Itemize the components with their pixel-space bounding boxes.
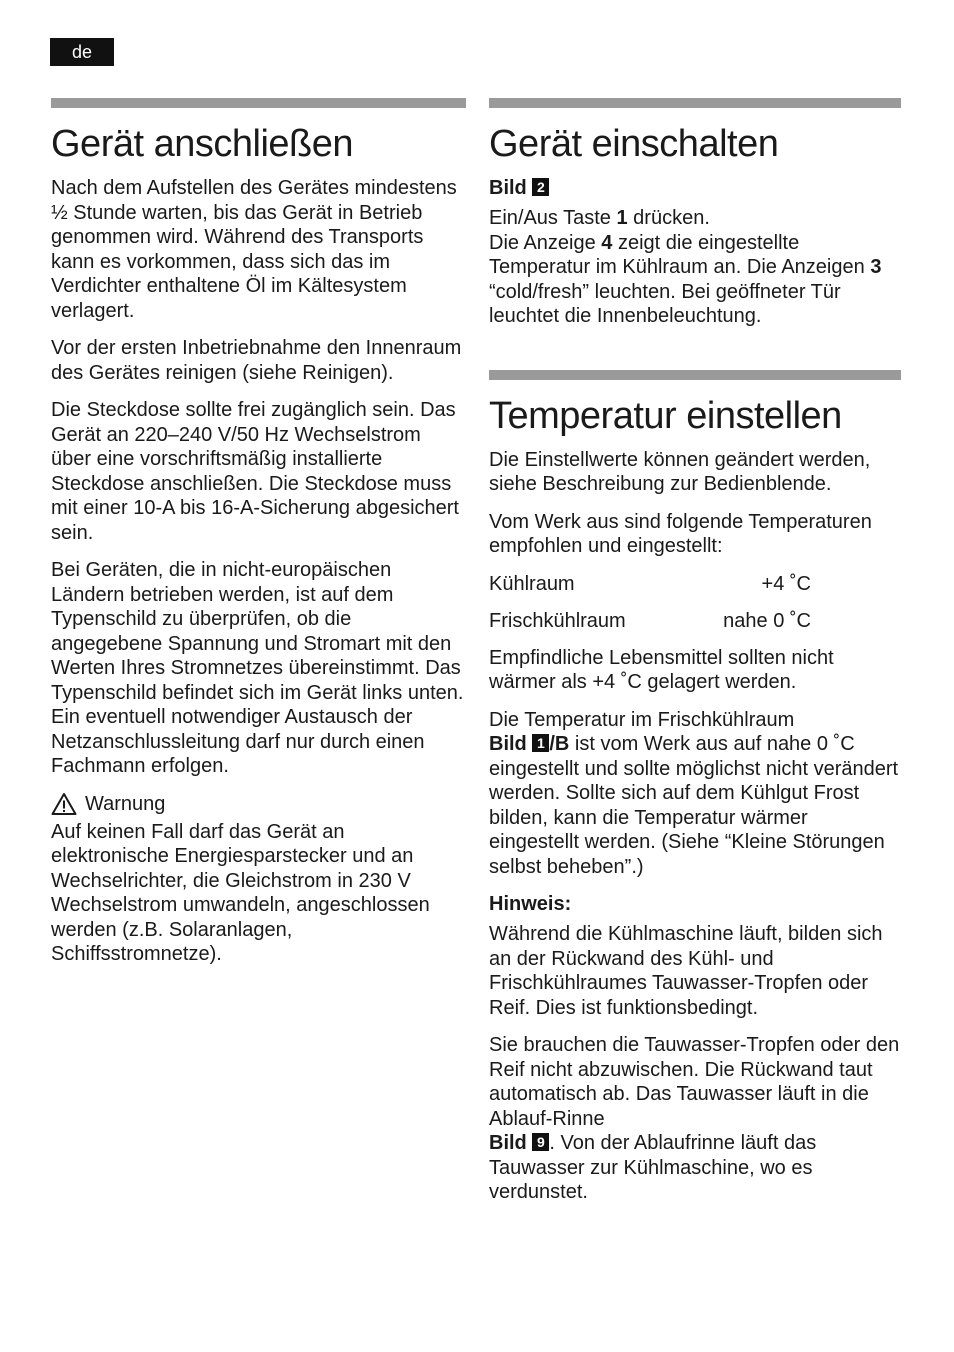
paragraph-temp-4: [489, 708, 901, 880]
paragraph-connect-1: Nach dem Aufstellen des Gerätes mindestens ½ Stunde warten, bis das Gerät in Betrieb genommen wird. Während des Transports kann es vorkommen, dass sich das im Verdichter enthaltene Öl im Kältesystem verlagert.: [51, 177, 457, 322]
paragraph-connect-3: Die Steckdose sollte frei zugänglich sein. Das Gerät an 220–240 V/50 Hz Wechselstrom über eine vorschriftsmäßig installierte Steckdose anschließen. Die Steckdose muss mit einer 10-A bis 16-A-Sicherung abgesichert sein.: [51, 399, 459, 544]
paragraph-temp-1: Die Einstellwerte können geändert werden, siehe Beschreibung zur Bedienblende.: [489, 448, 871, 495]
text-fragment: zeigt die eingestellte Temperatur im Kühlraum an. Die Anzeigen: [489, 231, 871, 278]
section-rule: [51, 98, 466, 108]
figure-label: Bild: [489, 733, 527, 755]
temperature-zone-name: Kühlraum: [489, 572, 575, 595]
warning-heading: [51, 792, 466, 816]
section-right: [489, 98, 901, 1218]
paragraph-connect-4: Bei Geräten, die in nicht-europäischen Ländern betrieben werden, ist auf dem Typenschild zu überprüfen, ob die angegebene Spannung und Stromart mit den Werten Ihres Stromnetzes übereinstimmt. Das Typenschild befindet sich im Gerät links unten. Ein eventuell notwendiger Austausch der Netzanschlussleitung darf nur durch einen Fachmann erfolgen.: [51, 559, 464, 777]
temperature-value: nahe 0 ˚C: [723, 609, 811, 632]
key-number: 1: [616, 207, 628, 229]
figure-reference: [489, 176, 901, 200]
section-connect: [51, 98, 466, 980]
warning-label: Warnung: [85, 792, 166, 815]
section-title-temperature: Temperatur einstellen: [489, 394, 842, 437]
text-fragment: “cold/fresh” leuchten. Bei geöffneter Tür leuchtet die Innenbeleuchtung.: [489, 280, 841, 327]
text-fragment: Sie brauchen die Tauwasser-Tropfen oder den Reif nicht abzuwischen. Die Rückwand taut automatisch ab. Das Tauwasser läuft in die Ablauf-Rinne: [489, 1034, 900, 1130]
section-rule: [489, 98, 901, 108]
figure-suffix: /B: [549, 733, 570, 755]
warning-text: Auf keinen Fall darf das Gerät an elektronische Energiesparstecker und an Wechselrichter, die Gleichstrom in 230 V Wechselstrom umwandeln, angeschlossen werden (z.B. Solaranlagen, Schiffsstromnetze).: [51, 820, 430, 965]
temperature-value: +4 ˚C: [761, 572, 811, 595]
figure-number-badge: 2: [532, 178, 549, 196]
text-fragment: ist vom Werk aus auf nahe 0 ˚C eingestellt und sollte möglichst nicht verändert werden. Sollte sich auf dem Kühlgut Frost bilden, kann die Temperatur wärmer eingestellt werden. (Siehe “Kleine Störungen selbst beheben”.): [489, 733, 899, 878]
text-fragment: Ein/Aus Taste: [489, 207, 617, 229]
paragraph-temp-3: Empfindliche Lebensmittel sollten nicht wärmer als +4 ˚C gelagert werden.: [489, 646, 834, 693]
key-number: 4: [601, 231, 613, 254]
figure-label: Bild: [489, 1132, 527, 1154]
text-fragment: Die Anzeige: [489, 231, 602, 254]
temperature-zone-name: Frischkühlraum: [489, 609, 626, 632]
temperature-row: [489, 572, 901, 596]
section-title-connect: Gerät anschließen: [51, 123, 353, 165]
text-fragment: Die Temperatur im Frischkühlraum: [489, 708, 795, 731]
key-number: 3: [870, 256, 882, 278]
language-tab: de: [50, 38, 114, 66]
text-fragment: . Von der Ablaufrinne läuft das Tauwasser zur Kühlmaschine, wo es verdunstet.: [489, 1132, 817, 1203]
section-rule: [489, 370, 901, 380]
text-fragment: drücken.: [627, 207, 710, 229]
paragraph-temp-2: Vom Werk aus sind folgende Temperaturen empfohlen und eingestellt:: [489, 510, 872, 557]
temperature-row: [489, 609, 901, 633]
paragraph-temp-5: [489, 1033, 901, 1205]
figure-number-badge: 9: [532, 1133, 549, 1151]
warning-triangle-icon: [51, 792, 77, 816]
paragraph-switch-on: [489, 206, 901, 329]
paragraph-connect-2: Vor der ersten Inbetriebnahme den Innenraum des Gerätes reinigen (siehe Reinigen).: [51, 337, 462, 384]
note-text: Während die Kühlmaschine läuft, bilden sich an der Rückwand des Kühl- und Frischkühlraumes Tauwasser-Tropfen oder Reif. Dies ist funktionsbedingt.: [489, 923, 883, 1019]
figure-label: Bild: [489, 177, 527, 199]
figure-number-badge: 1: [532, 734, 549, 752]
note-label: Hinweis:: [489, 893, 572, 915]
section-title-switch-on: Gerät einschalten: [489, 123, 779, 165]
